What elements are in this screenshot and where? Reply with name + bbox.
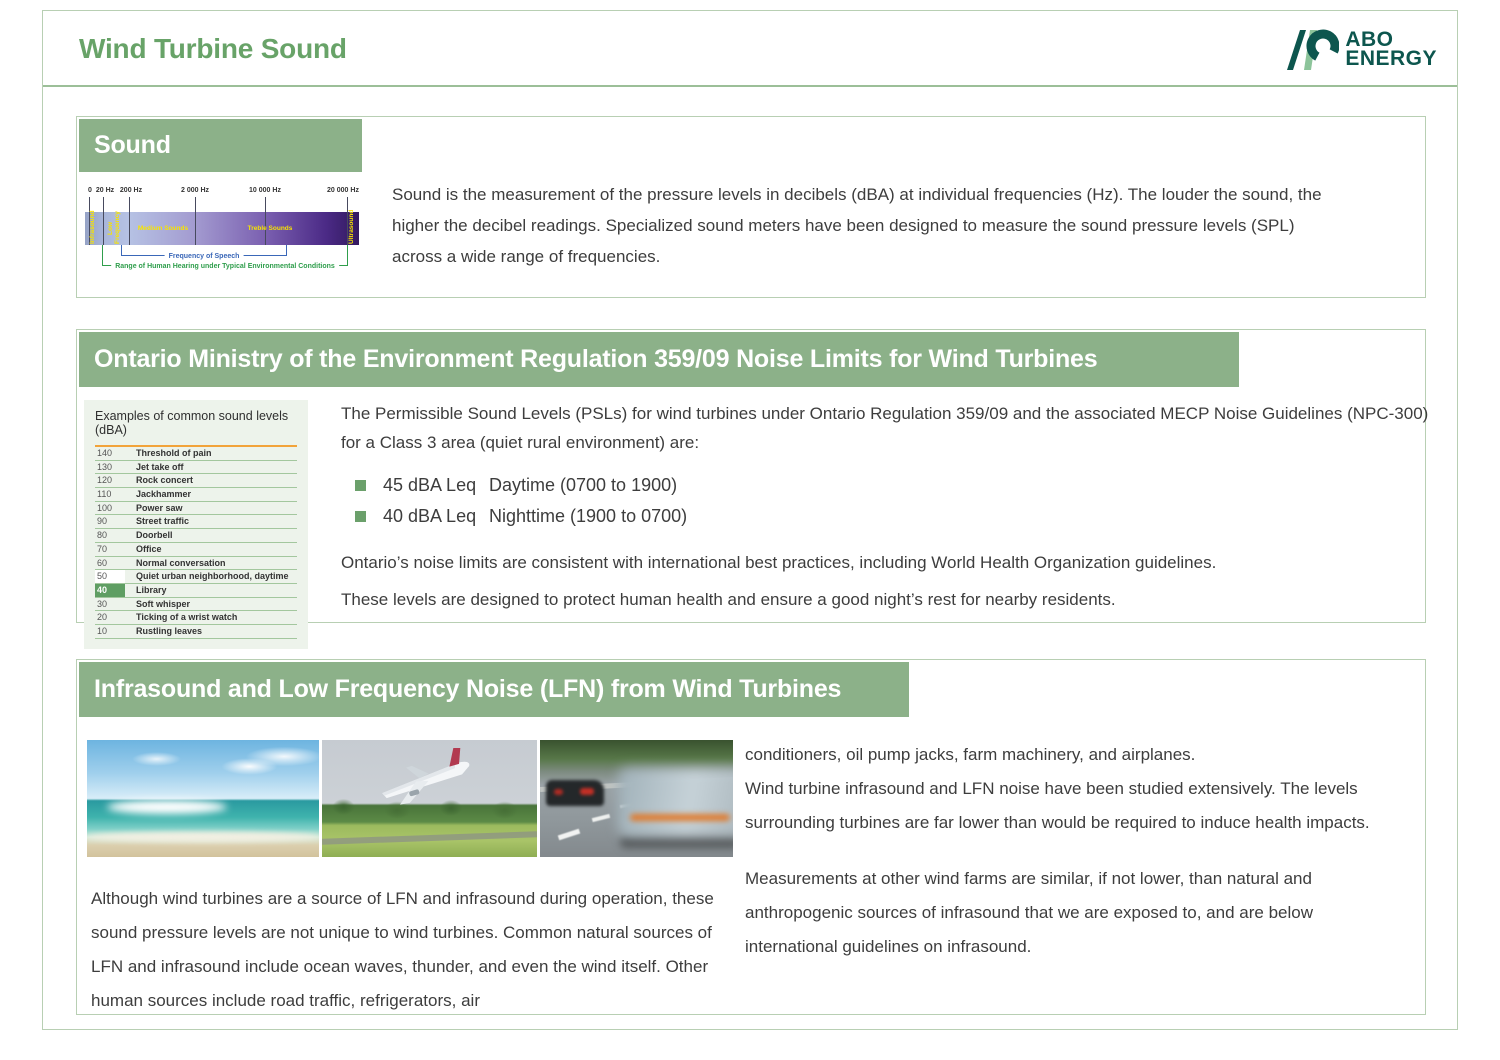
band-label-medium-sounds: Medium Sounds: [137, 225, 189, 232]
level-value: 100: [97, 502, 113, 513]
infrasound-right-column: [745, 738, 1405, 964]
ontario-text-block: [341, 400, 1441, 618]
table-row: [95, 529, 297, 543]
level-value: 40: [95, 584, 125, 597]
section-sound: [76, 116, 1426, 298]
psl-value: 40 dBA Leq: [383, 506, 477, 526]
psl-bullet-list: [341, 470, 1441, 532]
bullet-square-icon: [355, 480, 366, 491]
band-label-treble-sounds: Treble Sounds: [247, 225, 293, 232]
level-value: 140: [97, 448, 113, 458]
lane-marking-graphic: [558, 829, 580, 841]
level-label: Jet take off: [136, 461, 184, 472]
level-label: Office: [136, 543, 162, 554]
infrasound-right-paragraph2: Measurements at other wind farms are similar, if not lower, than natural and anthropogenic sources of infrasound that we are exposed to, and are below international guidelines on infrasound.: [745, 869, 1313, 956]
ontario-intro: The Permissible Sound Levels (PSLs) for wind turbines under Ontario Regulation 359/09 and the associated MECP Noise Guidelines (NPC-300) for a Class 3 area (quiet rural environment) are:: [341, 404, 1429, 452]
level-value: 120: [97, 475, 113, 486]
section-infrasound-title-bar: [79, 662, 909, 717]
ontario-outro-line1: Ontario’s noise limits are consistent with international best practices, including World Health Organization guidelines.: [341, 553, 1217, 572]
section-sound-title-bar: [79, 119, 362, 172]
motion-blur-car-graphic: [618, 768, 733, 836]
level-label: Normal conversation: [136, 557, 226, 568]
logo-wordmark: [1345, 30, 1437, 68]
psl-period: Nighttime (1900 to 0700): [489, 506, 688, 526]
list-item: [341, 501, 1441, 532]
level-label: Soft whisper: [136, 598, 191, 609]
level-value: 50: [95, 570, 125, 583]
ontario-outro-line2: These levels are designed to protect human health and ensure a good night’s rest for nearby residents.: [341, 589, 1116, 609]
section-infrasound: [76, 659, 1426, 1015]
airplane-icon: [370, 748, 500, 806]
level-label: Ticking of a wrist watch: [136, 612, 238, 623]
runway-graphic: [322, 831, 537, 844]
table-row: [95, 488, 297, 502]
level-value: 80: [97, 530, 108, 541]
table-row: [95, 447, 297, 461]
tick-line: [195, 197, 196, 245]
table-row: [95, 543, 297, 557]
level-label: Rock concert: [136, 475, 194, 486]
tick-line: [129, 197, 130, 245]
band-label-ultrasound: Ultrasound: [348, 209, 355, 244]
level-value: 30: [97, 598, 108, 609]
clouds-graphic: [87, 744, 319, 794]
level-value: 110: [97, 489, 112, 500]
speech-frequency-bracket: [121, 245, 287, 260]
table-row-highlight-soft: [95, 570, 297, 584]
psl-period: Daytime (0700 to 1900): [489, 475, 678, 495]
bullet-square-icon: [355, 511, 366, 522]
page-header: [43, 11, 1457, 87]
abo-energy-logo: [1285, 25, 1437, 73]
level-label: Doorbell: [136, 530, 173, 541]
level-label: Jackhammer: [136, 489, 192, 500]
ontario-outro: [341, 545, 1441, 618]
level-label: Street traffic: [136, 516, 190, 527]
tick-label: 20 Hz: [95, 187, 115, 194]
section-infrasound-title: Infrasound and Low Frequency Noise (LFN) from Wind Turbines: [94, 675, 842, 703]
tick-label: 200 Hz: [119, 187, 143, 194]
shore-foam-graphic: [87, 832, 319, 842]
table-row: [95, 515, 297, 529]
section-sound-title: Sound: [94, 131, 171, 159]
section-ontario-title: Ontario Ministry of the Environment Regulation 359/09 Noise Limits for Wind Turbines: [94, 345, 1098, 373]
section-ontario-title-bar: [79, 332, 1239, 387]
tick-label: 2 000 Hz: [180, 187, 210, 194]
road-traffic-photo: [540, 740, 733, 857]
page-title: Wind Turbine Sound: [79, 33, 347, 64]
table-row: [95, 474, 297, 488]
tick-label: 10 000 Hz: [249, 187, 281, 194]
sound-levels-table: [84, 400, 308, 649]
taillight-graphic: [554, 789, 563, 795]
hearing-range-label: Range of Human Hearing under Typical Environmental Conditions: [111, 263, 339, 270]
infrasound-left-paragraph: Although wind turbines are a source of LFN and infrasound during operation, these sound pressure levels are not unique to wind turbines. Common natural sources of LFN and infrasound include ocean waves, thunder, and even the wind itself. Other human sources include road traffic, refrigerators, air: [91, 889, 714, 1010]
infrasound-right-paragraph1: Wind turbine infrasound and LFN noise have been studied extensively. The levels surrounding turbines are far lower than would be required to induce health impacts.: [745, 779, 1370, 832]
table-row: [95, 502, 297, 516]
level-value: 70: [97, 543, 108, 554]
frequency-spectrum-diagram: [85, 187, 359, 285]
abo-energy-logo-icon: [1285, 25, 1339, 73]
table-row: [95, 557, 297, 571]
level-label: Power saw: [136, 502, 183, 513]
section-ontario-regulation: [76, 329, 1429, 636]
band-label-infrasound: Infrasound: [89, 210, 96, 244]
airplane-takeoff-photo: [322, 740, 537, 857]
sound-levels-table-title: Examples of common sound levels (dBA): [95, 409, 289, 437]
speech-frequency-label: Frequency of Speech: [165, 253, 244, 260]
tick-line: [265, 197, 266, 245]
tick-label: 0: [88, 187, 92, 194]
level-value: 10: [97, 625, 108, 636]
table-row: [95, 625, 297, 639]
level-value: 130: [97, 461, 113, 472]
tick-label: 20 000 Hz: [327, 187, 359, 194]
level-label: Quiet urban neighborhood, daytime: [136, 571, 289, 582]
sound-description: Sound is the measurement of the pressure levels in decibels (dBA) at individual frequencies (Hz). The louder the sound, the higher the decibel readings. Specialized sound meters have been designed to measure the sound pressure levels (SPL) across a wide range of frequencies.: [392, 185, 1322, 266]
logo-line1: ABO: [1345, 28, 1394, 51]
level-label: Rustling leaves: [136, 625, 203, 636]
level-label: Library: [136, 584, 167, 595]
frequency-gradient-bar: [85, 209, 359, 245]
infrasound-right-line1: conditioners, oil pump jacks, farm machinery, and airplanes.: [745, 745, 1196, 764]
table-row-highlight-strong: [95, 584, 297, 598]
photo-strip: [87, 740, 733, 857]
table-row: [95, 598, 297, 612]
car-shadow-graphic: [620, 836, 733, 848]
table-row: [95, 611, 297, 625]
lane-marking-graphic: [592, 814, 610, 822]
level-label: Threshold of pain: [136, 448, 212, 458]
tick-line: [103, 197, 104, 245]
wave-foam-graphic: [107, 800, 227, 814]
psl-value: 45 dBA Leq: [383, 475, 477, 495]
band-label-low-frequency: Low Frequency: [107, 211, 121, 244]
logo-line2: ENERGY: [1345, 47, 1437, 70]
ocean-waves-photo: [87, 740, 319, 857]
level-value: 90: [97, 516, 108, 527]
level-value: 20: [97, 612, 108, 623]
level-value: 60: [97, 557, 108, 568]
light-streak-graphic: [630, 814, 730, 821]
table-row: [95, 461, 297, 475]
list-item: [341, 470, 1441, 501]
document-page: [42, 10, 1458, 1030]
taillight-graphic: [580, 788, 594, 795]
